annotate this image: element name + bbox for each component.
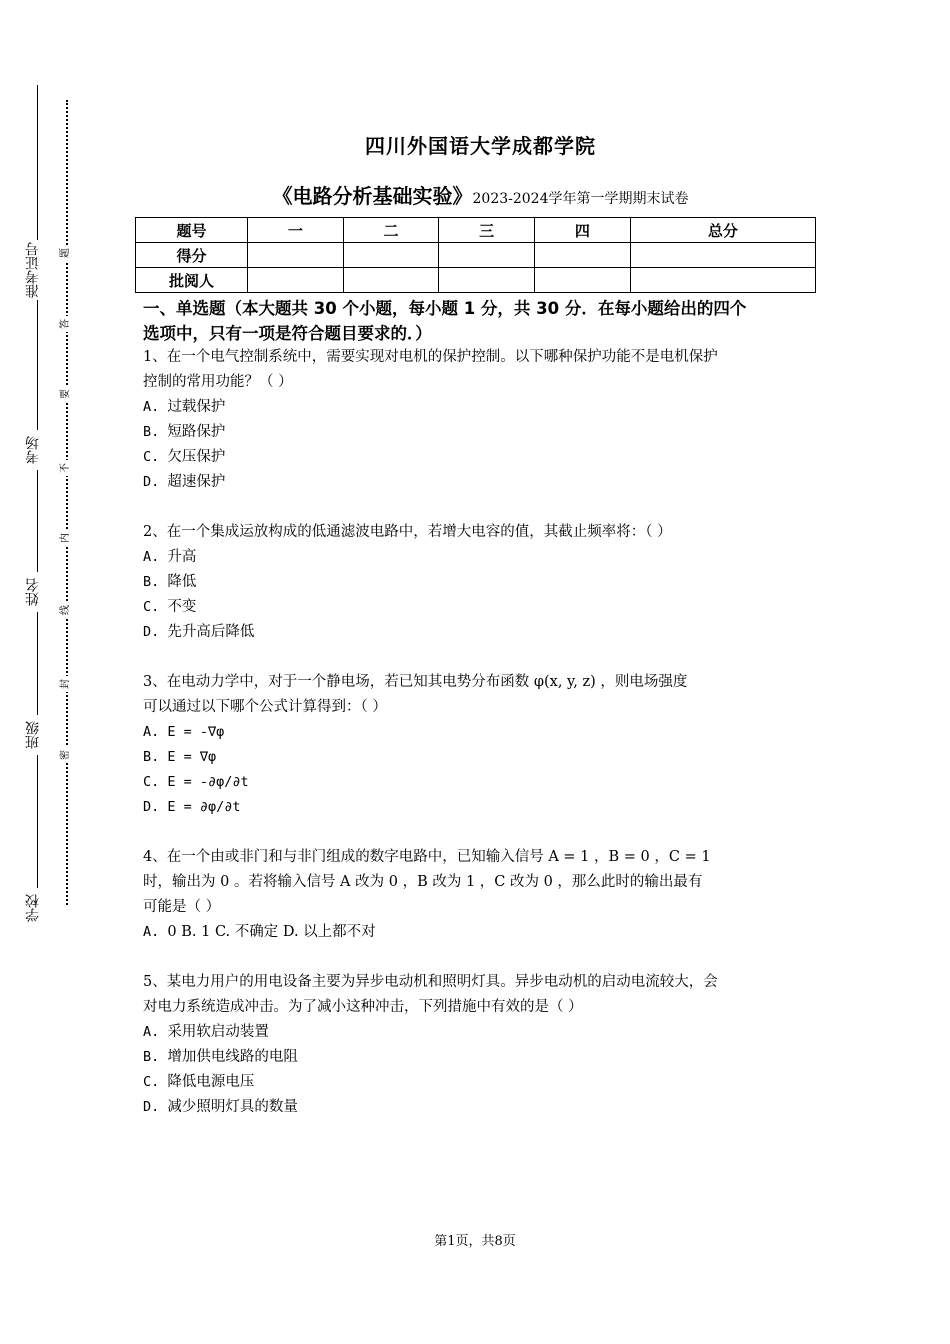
option-letter: B. — [143, 424, 160, 440]
option-letter: B. — [143, 574, 160, 590]
option-b[interactable] — [143, 745, 818, 770]
option-text: 降低 — [167, 574, 197, 590]
option-d[interactable] — [143, 1095, 818, 1120]
question-stem: 4、在一个由或非门和与非门组成的数字电路中，已知输入信号 A = 1 ，B = 0 ，C = 1 — [143, 849, 711, 865]
binding-margin — [0, 0, 90, 1344]
exam-subtitle — [143, 180, 818, 209]
option-d[interactable] — [143, 620, 818, 645]
option-text: 0 B. 1 C. 不确定 D. 以上都不对 — [167, 924, 376, 940]
section-heading-line: 一、单选题（本大题共 30 个小题，每小题 1 分，共 30 分．在每小题给出的四个 — [143, 299, 747, 318]
school-title: 四川外国语大学成都学院 — [365, 134, 596, 158]
option-letter: D. — [143, 474, 160, 490]
option-text: 先升高后降低 — [167, 624, 255, 640]
seal-char-ti: 题 — [58, 245, 74, 261]
question-4 — [143, 845, 818, 945]
section-heading-line: 选项中，只有一项是符合题目要求的．） — [143, 324, 432, 343]
score-col-header: 四 — [535, 218, 631, 243]
seal-char-nei: 内 — [58, 530, 74, 546]
question-stem: 时，输出为 0 。若将输入信号 A 改为 0 ，B 改为 1 ，C 改为 0 ，那么此时的输出最有 — [143, 874, 703, 890]
option-letter: C. — [143, 1074, 160, 1090]
option-a[interactable] — [143, 545, 818, 570]
option-letter: C. — [143, 599, 160, 615]
question-stem: 1、在一个电气控制系统中，需要实现对电机的保护控制。以下哪种保护功能不是电机保护 — [143, 349, 718, 365]
margin-label-exam-room: 考场 — [20, 430, 46, 470]
grader-cell[interactable] — [439, 268, 535, 293]
score-table — [135, 217, 816, 293]
option-letter: B. — [143, 1049, 160, 1065]
question-3 — [143, 670, 818, 820]
grader-cell[interactable] — [630, 268, 815, 293]
option-letter: A. — [143, 399, 160, 415]
question-stem: 控制的常用功能？（ ） — [143, 374, 293, 390]
seal-char-feng: 封 — [58, 676, 74, 692]
option-text: E = -∇φ — [167, 724, 225, 740]
margin-label-name: 姓名 — [20, 572, 46, 612]
grader-cell[interactable] — [248, 268, 344, 293]
option-letter: B. — [143, 749, 160, 765]
score-row-label: 得分 — [136, 243, 248, 268]
score-table-row — [136, 243, 816, 268]
score-col-header: 三 — [439, 218, 535, 243]
question-stem: 2、在一个集成运放构成的低通滤波电路中，若增大电容的值，其截止频率将：（ ） — [143, 524, 672, 540]
option-letter: A. — [143, 724, 160, 740]
question-stem: 3、在电动力学中，对于一个静电场，若已知其电势分布函数 φ(x, y, z) ，则电场强度 — [143, 674, 688, 690]
grader-cell[interactable] — [535, 268, 631, 293]
option-text: E = ∇φ — [167, 749, 217, 765]
option-text: 不变 — [167, 599, 197, 615]
option-c[interactable] — [143, 1070, 818, 1095]
option-text: 超速保护 — [167, 474, 226, 490]
option-b[interactable] — [143, 1045, 818, 1070]
option-text: 减少照明灯具的数量 — [167, 1099, 298, 1115]
option-c[interactable] — [143, 770, 818, 795]
question-stem: 对电力系统造成冲击。为了减小这种冲击，下列措施中有效的是（ ） — [143, 999, 583, 1015]
options-inline[interactable] — [143, 920, 818, 945]
option-c[interactable] — [143, 595, 818, 620]
question-2 — [143, 520, 818, 645]
option-text: 降低电源电压 — [167, 1074, 255, 1090]
question-stem: 5、某电力用户的用电设备主要为异步电动机和照明灯具。异步电动机的启动电流较大，会 — [143, 974, 718, 990]
question-stem: 可以通过以下哪个公式计算得到：（ ） — [143, 699, 387, 715]
page-number: 第1页，共8页 — [434, 1234, 516, 1249]
question-stem: 可能是（ ） — [143, 899, 221, 915]
score-cell[interactable] — [248, 243, 344, 268]
score-cell[interactable] — [630, 243, 815, 268]
question-5 — [143, 970, 818, 1120]
seal-char-yao: 要 — [58, 386, 74, 402]
course-title: 《电路分析基础实验》 — [272, 184, 473, 208]
seal-dotted-line — [66, 100, 68, 905]
score-row-label: 批阅人 — [136, 268, 248, 293]
score-col-header: 题号 — [136, 218, 248, 243]
score-col-header: 二 — [343, 218, 439, 243]
option-b[interactable] — [143, 420, 818, 445]
score-table-header-row — [136, 218, 816, 243]
question-1 — [143, 345, 818, 495]
option-text: 过载保护 — [167, 399, 226, 415]
option-letter: D. — [143, 1099, 160, 1115]
seal-char-da: 答 — [58, 316, 74, 332]
score-cell[interactable] — [439, 243, 535, 268]
question-list — [143, 345, 818, 1145]
option-text: 增加供电线路的电阻 — [167, 1049, 298, 1065]
option-a[interactable] — [143, 395, 818, 420]
option-letter: A. — [143, 549, 160, 565]
score-col-header: 总分 — [630, 218, 815, 243]
score-cell[interactable] — [343, 243, 439, 268]
binding-solid-line — [37, 85, 38, 920]
option-letter: A. — [143, 1024, 160, 1040]
option-letter: A. — [143, 924, 160, 940]
option-b[interactable] — [143, 570, 818, 595]
option-d[interactable] — [143, 795, 818, 820]
option-letter: C. — [143, 774, 160, 790]
option-a[interactable] — [143, 1020, 818, 1045]
score-col-header: 一 — [248, 218, 344, 243]
option-text: 欠压保护 — [167, 449, 226, 465]
margin-label-exam-id: 准考证号 — [20, 240, 46, 300]
option-text: 升高 — [167, 549, 197, 565]
grader-cell[interactable] — [343, 268, 439, 293]
option-c[interactable] — [143, 445, 818, 470]
margin-label-class: 班级 — [20, 715, 46, 755]
option-text: 采用软启动装置 — [167, 1024, 269, 1040]
score-cell[interactable] — [535, 243, 631, 268]
seal-char-xian: 线 — [58, 602, 74, 618]
option-d[interactable] — [143, 470, 818, 495]
option-letter: D. — [143, 624, 160, 640]
score-table-row — [136, 268, 816, 293]
option-a[interactable] — [143, 720, 818, 745]
option-text: E = ∂φ/∂t — [167, 799, 241, 815]
margin-label-school: 学校 — [20, 888, 46, 928]
option-text: E = -∂φ/∂t — [167, 774, 249, 790]
seal-char-mi: 密 — [58, 747, 74, 763]
option-text: 短路保护 — [167, 424, 226, 440]
option-letter: D. — [143, 799, 160, 815]
term-title: 2023-2024学年第一学期期末试卷 — [472, 191, 689, 207]
seal-char-bu: 不 — [58, 460, 74, 476]
section-heading — [143, 296, 818, 346]
option-letter: C. — [143, 449, 160, 465]
